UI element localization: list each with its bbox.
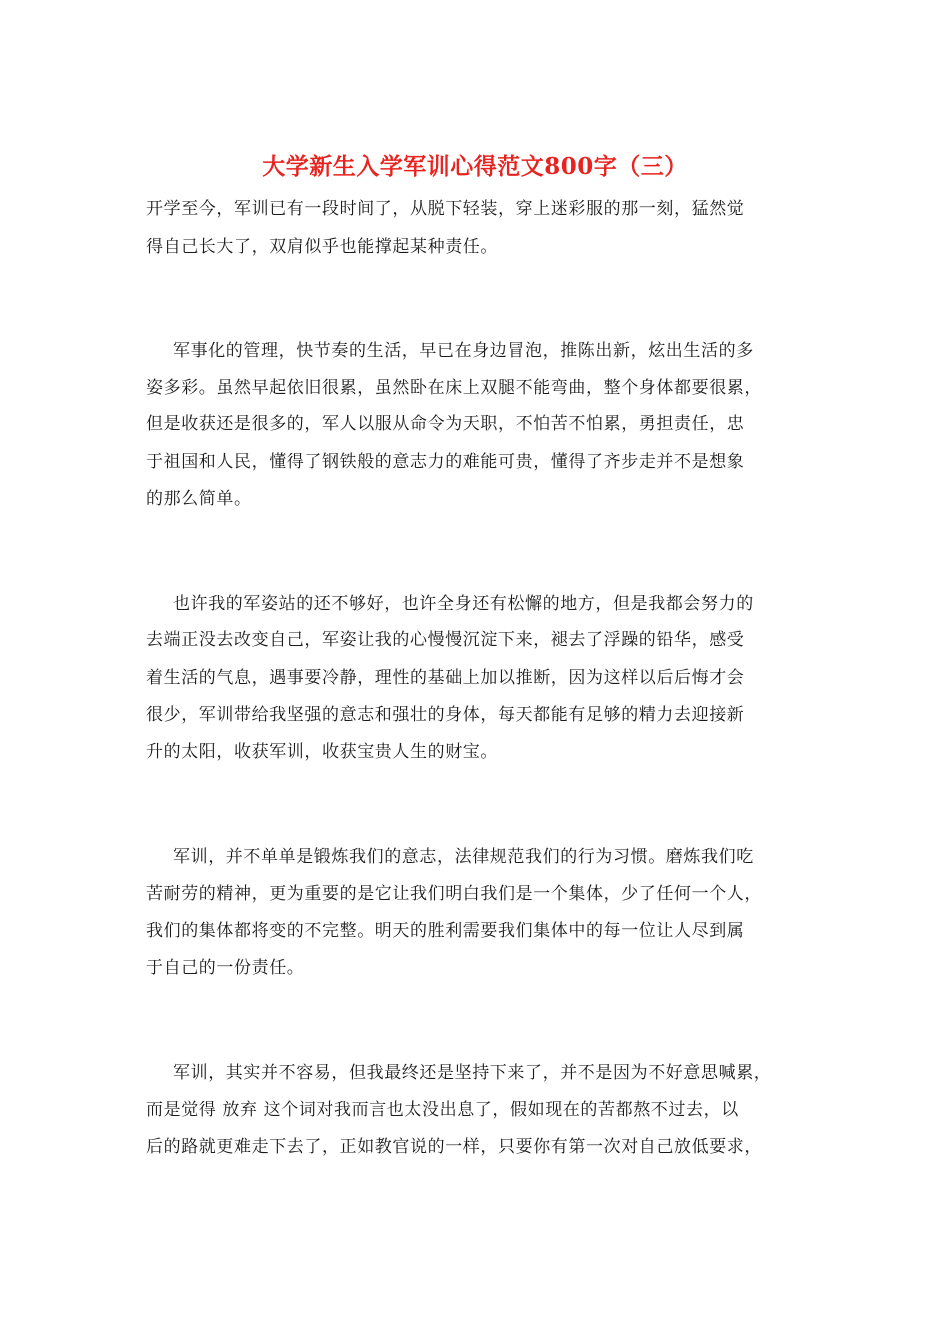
paragraph-1-line-2: 得自己长大了，双肩似乎也能撑起某种责任。	[146, 237, 498, 257]
paragraph-4-line-2: 苦耐劳的精神，更为重要的是它让我们明白我们是一个集体，少了任何一个人，	[146, 884, 762, 904]
paragraph-3-line-5: 升的太阳，收获军训，收获宝贵人生的财宝。	[146, 742, 498, 762]
paragraph-4-line-1: 军训，并不单单是锻炼我们的意志，法律规范我们的行为习惯。磨炼我们吃	[173, 847, 754, 867]
paragraph-3-line-2: 去端正没去改变自己，军姿让我的心慢慢沉淀下来，褪去了浮躁的铅华，感受	[146, 630, 745, 650]
paragraph-2-line-4: 于祖国和人民，懂得了钢铁般的意志力的难能可贵，懂得了齐步走并不是想象	[146, 452, 745, 472]
paragraph-2-line-2: 姿多彩。虽然早起依旧很累，虽然卧在床上双腿不能弯曲，整个身体都要很累，	[146, 378, 762, 398]
paragraph-2-line-3: 但是收获还是很多的，军人以服从命令为天职，不怕苦不怕累，勇担责任，忠	[146, 414, 745, 434]
paragraph-4-line-3: 我们的集体都将变的不完整。明天的胜利需要我们集体中的每一位让人尽到属	[146, 921, 745, 941]
paragraph-3-line-4: 很少，军训带给我坚强的意志和强壮的身体，每天都能有足够的精力去迎接新	[146, 705, 745, 725]
paragraph-3-line-3: 着生活的气息，遇事要冷静，理性的基础上加以推断，因为这样以后后悔才会	[146, 668, 745, 688]
paragraph-4-line-4: 于自己的一份责任。	[146, 958, 305, 978]
paragraph-2-line-5: 的那么简单。	[146, 489, 252, 509]
document-title: 大学新生入学军训心得范文800字（三）	[262, 153, 688, 180]
paragraph-3-line-1: 也许我的军姿站的还不够好，也许全身还有松懈的地方，但是我都会努力的	[173, 594, 754, 614]
paragraph-1-line-1: 开学至今，军训已有一段时间了，从脱下轻装，穿上迷彩服的那一刻，猛然觉	[146, 199, 745, 219]
paragraph-5-line-2: 而是觉得 放弃 这个词对我而言也太没出息了，假如现在的苦都熬不过去，以	[146, 1100, 739, 1120]
paragraph-2-line-1: 军事化的管理，快节奏的生活，早已在身边冒泡，推陈出新，炫出生活的多	[173, 341, 754, 361]
paragraph-5-line-1: 军训，其实并不容易，但我最终还是坚持下来了，并不是因为不好意思喊累，	[173, 1063, 772, 1083]
paragraph-5-line-3: 后的路就更难走下去了，正如教官说的一样，只要你有第一次对自己放低要求，	[146, 1137, 762, 1157]
